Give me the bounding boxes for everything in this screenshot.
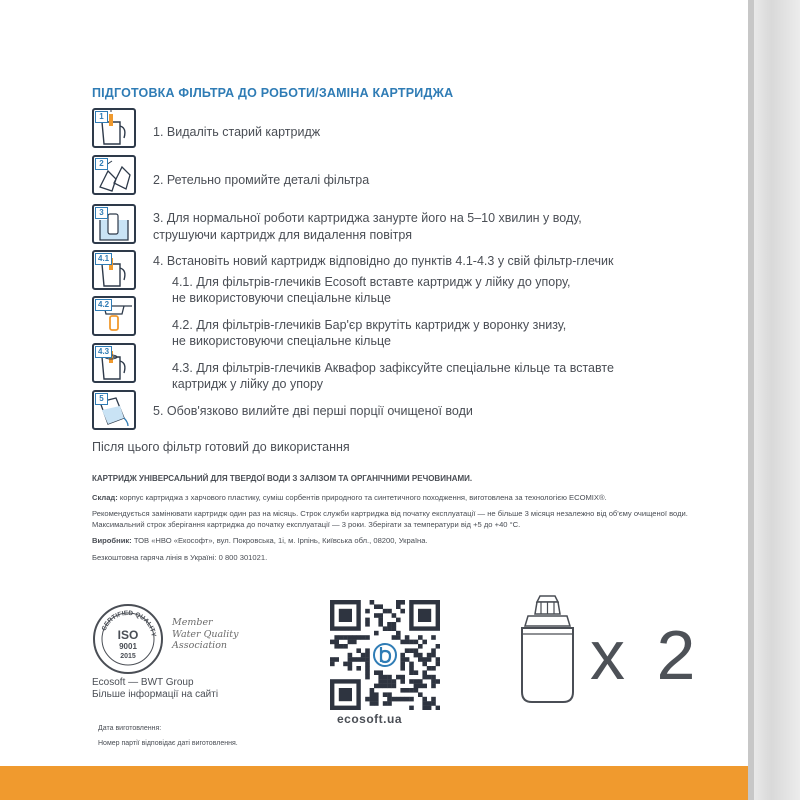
production-date-label: Дата виготовлення: xyxy=(98,725,162,732)
fine-print xyxy=(92,474,704,569)
page-title: ПІДГОТОВКА ФІЛЬТРА ДО РОБОТИ/ЗАМІНА КАРТРИДЖА xyxy=(92,86,454,100)
recommendation: Рекомендується замінювати картридж один раз на місяць. Строк служби картриджа від початку експлуатації — не більше 3 місяця незалежно від об'єму очищеної води. Максимальний строк зберігання картриджа до початку експлуатації — 3 роки. Зберігати за температури від +5 до +40 °С. xyxy=(92,509,688,529)
step-number: 4.1 xyxy=(95,253,112,265)
orange-band xyxy=(0,766,748,800)
pitcher-remove-icon xyxy=(92,108,136,148)
company-more-info: Більше інформації на сайті xyxy=(92,689,219,700)
step-2-text: 2. Ретельно промийте деталі фільтра xyxy=(153,173,370,187)
iso-standard: ISO xyxy=(117,628,139,642)
batch-number-note: Номер партії відповідає даті виготовлення. xyxy=(98,740,238,747)
step-number: 4.3 xyxy=(95,346,112,358)
wqa-line1: Member xyxy=(172,617,213,628)
wqa-logo xyxy=(172,617,238,652)
hands-wash-icon xyxy=(92,155,136,195)
substep-4-2-line2: не використовуючи спеціальне кільце xyxy=(172,334,391,348)
step-4-text: 4. Встановіть новий картридж відповідно до пунктів 4.1-4.3 у свій фільтр-глечик xyxy=(153,254,614,268)
step-1-text: 1. Видаліть старий картридж xyxy=(153,125,321,139)
step-number: 3 xyxy=(95,207,108,219)
composition-text: корпус картриджа з харчового пластику, суміш сорбентів природного та синтетичного походження, виготовлена за технологією ECOMIX®. xyxy=(117,492,607,502)
cartridge-screw-icon xyxy=(92,296,136,336)
qr-code xyxy=(330,600,440,710)
step-number: 2 xyxy=(95,158,108,170)
substep-4-1-line1: 4.1. Для фільтрів-глечиків Ecosoft вставте картридж у лійку до упору, xyxy=(172,275,571,289)
composition xyxy=(92,493,704,504)
quantity-label: x 2 xyxy=(590,616,702,694)
pour-water-icon xyxy=(92,390,136,430)
wqa-line2: Water Quality xyxy=(172,628,239,640)
company-name: Ecosoft — BWT Group xyxy=(92,677,194,688)
iso-number: 9001 xyxy=(119,642,137,651)
manufacturer xyxy=(92,536,704,547)
cartridge-icon xyxy=(510,592,585,707)
hotline: Безкоштовна гаряча лінія в Україні: 0 800 301021. xyxy=(92,552,268,562)
substep-4-3-line1: 4.3. Для фільтрів-глечиків Аквафор зафіксуйте спеціальне кільце та вставте xyxy=(172,361,614,375)
substep-4-2-line1: 4.2. Для фільтрів-глечиків Бар'єр вкрутіть картридж у воронку знизу, xyxy=(172,318,567,332)
step-number: 1 xyxy=(95,111,108,123)
package-side-edge xyxy=(748,0,800,800)
substep-4-1-line2: не використовуючи спеціальне кільце xyxy=(172,291,391,305)
step-number: 5 xyxy=(95,393,108,405)
composition-label: Склад: xyxy=(92,492,118,502)
cartridge-soak-icon xyxy=(92,204,136,244)
fine-print-heading: КАРТРИДЖ УНІВЕРСАЛЬНИЙ ДЛЯ ТВЕРДОЇ ВОДИ З ЗАЛІЗОМ ТА ОРГАНІЧНИМИ РЕЧОВИНАМИ. xyxy=(92,474,473,483)
step-3-text-line1: 3. Для нормальної роботи картриджа занурте його на 5–10 хвилин у воду, xyxy=(153,211,582,225)
pitcher-install-icon xyxy=(92,250,136,290)
manufacturer-text: ТОВ «НВО «Екософт», вул. Покровська, 1і, м. Ірпінь, Київська обл., 08200, Україна. xyxy=(131,536,428,545)
substep-4-3-line2: картридж у лійку до упору xyxy=(172,377,324,391)
website-link[interactable]: ecosoft.ua xyxy=(337,712,403,726)
iso-ring-text: CERTIFIED QUALITY xyxy=(100,609,157,638)
iso-year: 2015 xyxy=(120,653,136,660)
iso-seal xyxy=(92,603,164,675)
ready-note: Після цього фільтр готовий до використання xyxy=(92,440,350,454)
step-5-text: 5. Обов'язково вилийте дві перші порції очищеної води xyxy=(153,404,473,418)
company-info xyxy=(92,677,218,701)
pitcher-ring-icon xyxy=(92,343,136,383)
step-3-text-line2: струшуючи картридж для видалення повітря xyxy=(153,228,412,242)
step-number: 4.2 xyxy=(95,299,112,311)
manufacturer-label: Виробник: xyxy=(92,536,132,545)
wqa-line3: Association xyxy=(172,640,228,651)
